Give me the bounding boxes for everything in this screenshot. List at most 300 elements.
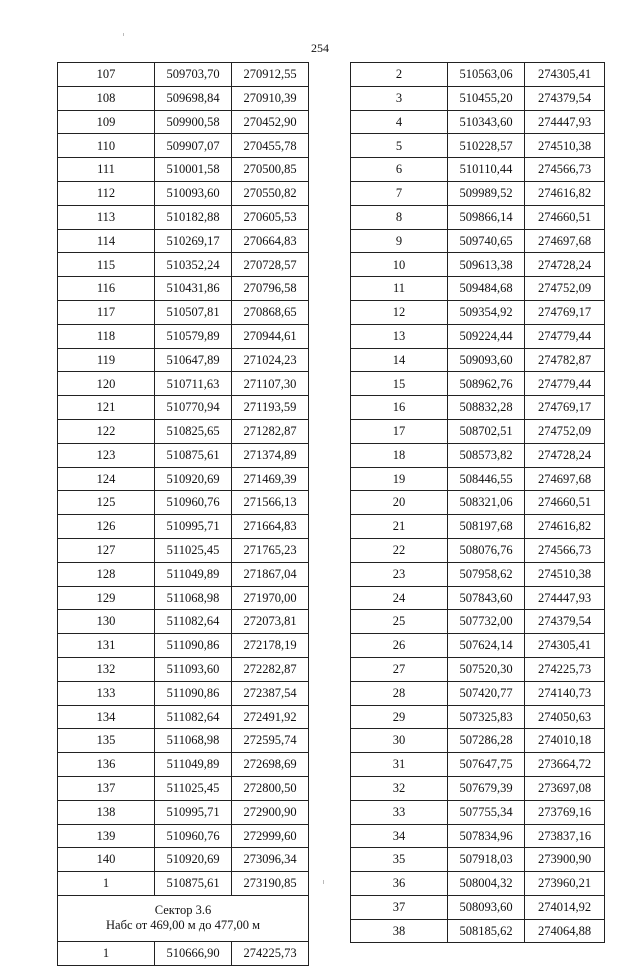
y-coordinate-cell: 272387,54	[232, 681, 309, 705]
y-coordinate-cell: 270605,53	[232, 205, 309, 229]
table-row	[58, 277, 309, 301]
point-number-cell: 1	[58, 872, 155, 896]
x-coordinate-cell: 510875,61	[155, 872, 232, 896]
x-coordinate-cell: 510666,90	[155, 941, 232, 965]
point-number-cell: 35	[351, 848, 448, 872]
point-number-cell: 6	[351, 158, 448, 182]
y-coordinate-cell: 271566,13	[232, 491, 309, 515]
table-row	[58, 800, 309, 824]
x-coordinate-cell: 509093,60	[448, 348, 525, 372]
x-coordinate-cell: 510507,81	[155, 300, 232, 324]
table-row	[58, 681, 309, 705]
coordinates-table-left-body	[58, 63, 309, 966]
y-coordinate-cell: 274510,38	[525, 134, 605, 158]
y-coordinate-cell: 270550,82	[232, 181, 309, 205]
y-coordinate-cell: 270868,65	[232, 300, 309, 324]
table-row	[351, 467, 605, 491]
x-coordinate-cell: 508832,28	[448, 396, 525, 420]
y-coordinate-cell: 270455,78	[232, 134, 309, 158]
table-row	[58, 634, 309, 658]
table-row	[351, 63, 605, 87]
y-coordinate-cell: 270500,85	[232, 158, 309, 182]
y-coordinate-cell: 272178,19	[232, 634, 309, 658]
table-row	[58, 586, 309, 610]
x-coordinate-cell: 509866,14	[448, 205, 525, 229]
y-coordinate-cell: 274769,17	[525, 300, 605, 324]
x-coordinate-cell: 510711,63	[155, 372, 232, 396]
x-coordinate-cell: 507834,96	[448, 824, 525, 848]
x-coordinate-cell: 511025,45	[155, 776, 232, 800]
table-row	[351, 205, 605, 229]
table-row	[58, 396, 309, 420]
point-number-cell: 32	[351, 776, 448, 800]
page-number: 254	[311, 41, 329, 55]
x-coordinate-cell: 509698,84	[155, 86, 232, 110]
y-coordinate-cell: 274616,82	[525, 181, 605, 205]
point-number-cell: 5	[351, 134, 448, 158]
table-row	[351, 515, 605, 539]
point-number-cell: 112	[58, 181, 155, 205]
point-number-cell: 128	[58, 562, 155, 586]
y-coordinate-cell: 274014,92	[525, 895, 605, 919]
point-number-cell: 123	[58, 443, 155, 467]
point-number-cell: 126	[58, 515, 155, 539]
point-number-cell: 13	[351, 324, 448, 348]
x-coordinate-cell: 511090,86	[155, 634, 232, 658]
x-coordinate-cell: 510995,71	[155, 515, 232, 539]
y-coordinate-cell: 272595,74	[232, 729, 309, 753]
y-coordinate-cell: 270796,58	[232, 277, 309, 301]
point-number-cell: 18	[351, 443, 448, 467]
x-coordinate-cell: 509354,92	[448, 300, 525, 324]
point-number-cell: 9	[351, 229, 448, 253]
table-row	[58, 610, 309, 634]
point-number-cell: 116	[58, 277, 155, 301]
table-row	[351, 396, 605, 420]
x-coordinate-cell: 510352,24	[155, 253, 232, 277]
y-coordinate-cell: 274728,24	[525, 443, 605, 467]
table-row	[351, 657, 605, 681]
y-coordinate-cell: 272900,90	[232, 800, 309, 824]
x-coordinate-cell: 507732,00	[448, 610, 525, 634]
table-row	[58, 419, 309, 443]
y-coordinate-cell: 272800,50	[232, 776, 309, 800]
y-coordinate-cell: 271970,00	[232, 586, 309, 610]
point-number-cell: 34	[351, 824, 448, 848]
x-coordinate-cell: 508962,76	[448, 372, 525, 396]
table-row	[351, 443, 605, 467]
coordinates-table-right	[350, 62, 605, 943]
x-coordinate-cell: 507420,77	[448, 681, 525, 705]
table-row	[351, 110, 605, 134]
point-number-cell: 107	[58, 63, 155, 87]
point-number-cell: 29	[351, 705, 448, 729]
y-coordinate-cell: 273190,85	[232, 872, 309, 896]
point-number-cell: 134	[58, 705, 155, 729]
x-coordinate-cell: 508446,55	[448, 467, 525, 491]
point-number-cell: 119	[58, 348, 155, 372]
y-coordinate-cell: 274140,73	[525, 681, 605, 705]
table-row	[351, 895, 605, 919]
point-number-cell: 138	[58, 800, 155, 824]
table-row	[58, 515, 309, 539]
table-row	[351, 538, 605, 562]
y-coordinate-cell: 272282,87	[232, 657, 309, 681]
x-coordinate-cell: 511093,60	[155, 657, 232, 681]
table-row	[58, 562, 309, 586]
sector-elevation-range: Набс от 469,00 м до 477,00 м	[106, 918, 260, 933]
y-coordinate-cell: 274050,63	[525, 705, 605, 729]
scan-speck	[323, 880, 324, 884]
table-row	[351, 181, 605, 205]
point-number-cell: 25	[351, 610, 448, 634]
y-coordinate-cell: 274566,73	[525, 158, 605, 182]
x-coordinate-cell: 508321,06	[448, 491, 525, 515]
x-coordinate-cell: 509224,44	[448, 324, 525, 348]
x-coordinate-cell: 510579,89	[155, 324, 232, 348]
y-coordinate-cell: 274616,82	[525, 515, 605, 539]
y-coordinate-cell: 271469,39	[232, 467, 309, 491]
point-number-cell: 117	[58, 300, 155, 324]
x-coordinate-cell: 510563,06	[448, 63, 525, 87]
table-row	[351, 86, 605, 110]
y-coordinate-cell: 274566,73	[525, 538, 605, 562]
y-coordinate-cell: 271664,83	[232, 515, 309, 539]
table-row	[58, 253, 309, 277]
point-number-cell: 36	[351, 872, 448, 896]
point-number-cell: 114	[58, 229, 155, 253]
point-number-cell: 8	[351, 205, 448, 229]
point-number-cell: 26	[351, 634, 448, 658]
y-coordinate-cell: 270912,55	[232, 63, 309, 87]
x-coordinate-cell: 510001,58	[155, 158, 232, 182]
point-number-cell: 136	[58, 753, 155, 777]
y-coordinate-cell: 274447,93	[525, 110, 605, 134]
y-coordinate-cell: 273900,90	[525, 848, 605, 872]
table-row	[58, 729, 309, 753]
x-coordinate-cell: 511049,89	[155, 562, 232, 586]
y-coordinate-cell: 274010,18	[525, 729, 605, 753]
point-number-cell: 28	[351, 681, 448, 705]
x-coordinate-cell: 509900,58	[155, 110, 232, 134]
point-number-cell: 7	[351, 181, 448, 205]
y-coordinate-cell: 272491,92	[232, 705, 309, 729]
y-coordinate-cell: 274379,54	[525, 86, 605, 110]
table-row	[58, 205, 309, 229]
x-coordinate-cell: 510343,60	[448, 110, 525, 134]
table-row	[58, 657, 309, 681]
table-row	[351, 158, 605, 182]
y-coordinate-cell: 274728,24	[525, 253, 605, 277]
table-row	[58, 348, 309, 372]
x-coordinate-cell: 510920,69	[155, 467, 232, 491]
coordinates-table-right-body	[351, 63, 605, 943]
point-number-cell: 24	[351, 586, 448, 610]
table-row	[58, 941, 309, 965]
table-row	[351, 562, 605, 586]
point-number-cell: 17	[351, 419, 448, 443]
table-row	[351, 324, 605, 348]
y-coordinate-cell: 273837,16	[525, 824, 605, 848]
x-coordinate-cell: 507843,60	[448, 586, 525, 610]
point-number-cell: 133	[58, 681, 155, 705]
table-row	[58, 229, 309, 253]
x-coordinate-cell: 510431,86	[155, 277, 232, 301]
x-coordinate-cell: 509703,70	[155, 63, 232, 87]
table-row	[58, 110, 309, 134]
table-row	[58, 705, 309, 729]
sector-header-cell	[58, 895, 309, 941]
y-coordinate-cell: 271193,59	[232, 396, 309, 420]
x-coordinate-cell: 510995,71	[155, 800, 232, 824]
x-coordinate-cell: 507520,30	[448, 657, 525, 681]
table-row	[58, 63, 309, 87]
y-coordinate-cell: 270910,39	[232, 86, 309, 110]
point-number-cell: 135	[58, 729, 155, 753]
point-number-cell: 125	[58, 491, 155, 515]
x-coordinate-cell: 508573,82	[448, 443, 525, 467]
table-row	[58, 848, 309, 872]
table-row	[58, 300, 309, 324]
table-row	[58, 753, 309, 777]
point-number-cell: 2	[351, 63, 448, 87]
x-coordinate-cell: 510770,94	[155, 396, 232, 420]
point-number-cell: 110	[58, 134, 155, 158]
table-row	[351, 705, 605, 729]
y-coordinate-cell: 274779,44	[525, 324, 605, 348]
table-row	[351, 824, 605, 848]
point-number-cell: 4	[351, 110, 448, 134]
x-coordinate-cell: 507958,62	[448, 562, 525, 586]
sector-header-row	[58, 895, 309, 941]
x-coordinate-cell: 511082,64	[155, 610, 232, 634]
table-row	[351, 300, 605, 324]
table-row	[58, 538, 309, 562]
x-coordinate-cell: 510875,61	[155, 443, 232, 467]
x-coordinate-cell: 510093,60	[155, 181, 232, 205]
point-number-cell: 38	[351, 919, 448, 943]
x-coordinate-cell: 507647,75	[448, 753, 525, 777]
point-number-cell: 108	[58, 86, 155, 110]
y-coordinate-cell: 274782,87	[525, 348, 605, 372]
table-row	[58, 824, 309, 848]
x-coordinate-cell: 510182,88	[155, 205, 232, 229]
point-number-cell: 122	[58, 419, 155, 443]
point-number-cell: 111	[58, 158, 155, 182]
table-row	[351, 372, 605, 396]
point-number-cell: 140	[58, 848, 155, 872]
table-row	[58, 467, 309, 491]
point-number-cell: 121	[58, 396, 155, 420]
table-row	[58, 86, 309, 110]
x-coordinate-cell: 509907,07	[155, 134, 232, 158]
sector-title: Сектор 3.6	[154, 903, 212, 918]
y-coordinate-cell: 273960,21	[525, 872, 605, 896]
y-coordinate-cell: 274752,09	[525, 419, 605, 443]
y-coordinate-cell: 271374,89	[232, 443, 309, 467]
y-coordinate-cell: 274510,38	[525, 562, 605, 586]
point-number-cell: 37	[351, 895, 448, 919]
y-coordinate-cell: 274697,68	[525, 229, 605, 253]
x-coordinate-cell: 510455,20	[448, 86, 525, 110]
y-coordinate-cell: 271867,04	[232, 562, 309, 586]
x-coordinate-cell: 510228,57	[448, 134, 525, 158]
point-number-cell: 120	[58, 372, 155, 396]
x-coordinate-cell: 508076,76	[448, 538, 525, 562]
table-row	[351, 776, 605, 800]
x-coordinate-cell: 507918,03	[448, 848, 525, 872]
table-row	[58, 872, 309, 896]
coordinates-table-left	[57, 62, 309, 966]
x-coordinate-cell: 508702,51	[448, 419, 525, 443]
table-row	[351, 800, 605, 824]
y-coordinate-cell: 273697,08	[525, 776, 605, 800]
y-coordinate-cell: 274752,09	[525, 277, 605, 301]
table-row	[58, 372, 309, 396]
x-coordinate-cell: 511090,86	[155, 681, 232, 705]
point-number-cell: 10	[351, 253, 448, 277]
x-coordinate-cell: 510825,65	[155, 419, 232, 443]
x-coordinate-cell: 511068,98	[155, 729, 232, 753]
point-number-cell: 129	[58, 586, 155, 610]
table-row	[58, 158, 309, 182]
x-coordinate-cell: 508004,32	[448, 872, 525, 896]
x-coordinate-cell: 510269,17	[155, 229, 232, 253]
x-coordinate-cell: 509613,38	[448, 253, 525, 277]
table-row	[351, 634, 605, 658]
x-coordinate-cell: 511025,45	[155, 538, 232, 562]
y-coordinate-cell: 274447,93	[525, 586, 605, 610]
point-number-cell: 15	[351, 372, 448, 396]
y-coordinate-cell: 274660,51	[525, 205, 605, 229]
x-coordinate-cell: 509740,65	[448, 229, 525, 253]
y-coordinate-cell: 272698,69	[232, 753, 309, 777]
point-number-cell: 109	[58, 110, 155, 134]
y-coordinate-cell: 270944,61	[232, 324, 309, 348]
point-number-cell: 131	[58, 634, 155, 658]
table-row	[351, 753, 605, 777]
x-coordinate-cell: 507755,34	[448, 800, 525, 824]
table-row	[351, 253, 605, 277]
point-number-cell: 124	[58, 467, 155, 491]
y-coordinate-cell: 274697,68	[525, 467, 605, 491]
table-row	[351, 277, 605, 301]
point-number-cell: 27	[351, 657, 448, 681]
y-coordinate-cell: 274225,73	[525, 657, 605, 681]
y-coordinate-cell: 271765,23	[232, 538, 309, 562]
point-number-cell: 21	[351, 515, 448, 539]
point-number-cell: 118	[58, 324, 155, 348]
y-coordinate-cell: 273769,16	[525, 800, 605, 824]
point-number-cell: 139	[58, 824, 155, 848]
x-coordinate-cell: 507679,39	[448, 776, 525, 800]
table-row	[351, 229, 605, 253]
table-row	[351, 919, 605, 943]
table-row	[351, 348, 605, 372]
y-coordinate-cell: 274779,44	[525, 372, 605, 396]
y-coordinate-cell: 274660,51	[525, 491, 605, 515]
point-number-cell: 132	[58, 657, 155, 681]
point-number-cell: 16	[351, 396, 448, 420]
x-coordinate-cell: 508093,60	[448, 895, 525, 919]
x-coordinate-cell: 508197,68	[448, 515, 525, 539]
y-coordinate-cell: 271282,87	[232, 419, 309, 443]
point-number-cell: 33	[351, 800, 448, 824]
point-number-cell: 115	[58, 253, 155, 277]
x-coordinate-cell: 508185,62	[448, 919, 525, 943]
x-coordinate-cell: 510960,76	[155, 491, 232, 515]
point-number-cell: 30	[351, 729, 448, 753]
x-coordinate-cell: 510920,69	[155, 848, 232, 872]
y-coordinate-cell: 271024,23	[232, 348, 309, 372]
y-coordinate-cell: 273664,72	[525, 753, 605, 777]
point-number-cell: 137	[58, 776, 155, 800]
y-coordinate-cell: 270728,57	[232, 253, 309, 277]
point-number-cell: 11	[351, 277, 448, 301]
x-coordinate-cell: 511082,64	[155, 705, 232, 729]
y-coordinate-cell: 274225,73	[232, 941, 309, 965]
x-coordinate-cell: 507325,83	[448, 705, 525, 729]
y-coordinate-cell: 274305,41	[525, 634, 605, 658]
point-number-cell: 20	[351, 491, 448, 515]
point-number-cell: 19	[351, 467, 448, 491]
x-coordinate-cell: 511068,98	[155, 586, 232, 610]
x-coordinate-cell: 511049,89	[155, 753, 232, 777]
table-row	[351, 586, 605, 610]
y-coordinate-cell: 274769,17	[525, 396, 605, 420]
table-row	[351, 681, 605, 705]
table-row	[58, 491, 309, 515]
table-row	[58, 324, 309, 348]
table-row	[58, 776, 309, 800]
point-number-cell: 127	[58, 538, 155, 562]
point-number-cell: 31	[351, 753, 448, 777]
table-row	[58, 443, 309, 467]
y-coordinate-cell: 273096,34	[232, 848, 309, 872]
point-number-cell: 130	[58, 610, 155, 634]
y-coordinate-cell: 270452,90	[232, 110, 309, 134]
y-coordinate-cell: 272073,81	[232, 610, 309, 634]
x-coordinate-cell: 510110,44	[448, 158, 525, 182]
y-coordinate-cell: 274064,88	[525, 919, 605, 943]
y-coordinate-cell: 274305,41	[525, 63, 605, 87]
y-coordinate-cell: 270664,83	[232, 229, 309, 253]
point-number-cell: 113	[58, 205, 155, 229]
y-coordinate-cell: 272999,60	[232, 824, 309, 848]
x-coordinate-cell: 510960,76	[155, 824, 232, 848]
table-row	[58, 134, 309, 158]
x-coordinate-cell: 507624,14	[448, 634, 525, 658]
table-row	[351, 419, 605, 443]
table-row	[351, 872, 605, 896]
point-number-cell: 1	[58, 941, 155, 965]
table-row	[351, 610, 605, 634]
y-coordinate-cell: 271107,30	[232, 372, 309, 396]
table-row	[351, 848, 605, 872]
table-row	[58, 181, 309, 205]
point-number-cell: 23	[351, 562, 448, 586]
table-row	[351, 729, 605, 753]
x-coordinate-cell: 510647,89	[155, 348, 232, 372]
y-coordinate-cell: 274379,54	[525, 610, 605, 634]
point-number-cell: 14	[351, 348, 448, 372]
point-number-cell: 12	[351, 300, 448, 324]
x-coordinate-cell: 509989,52	[448, 181, 525, 205]
table-row	[351, 491, 605, 515]
point-number-cell: 3	[351, 86, 448, 110]
x-coordinate-cell: 509484,68	[448, 277, 525, 301]
point-number-cell: 22	[351, 538, 448, 562]
